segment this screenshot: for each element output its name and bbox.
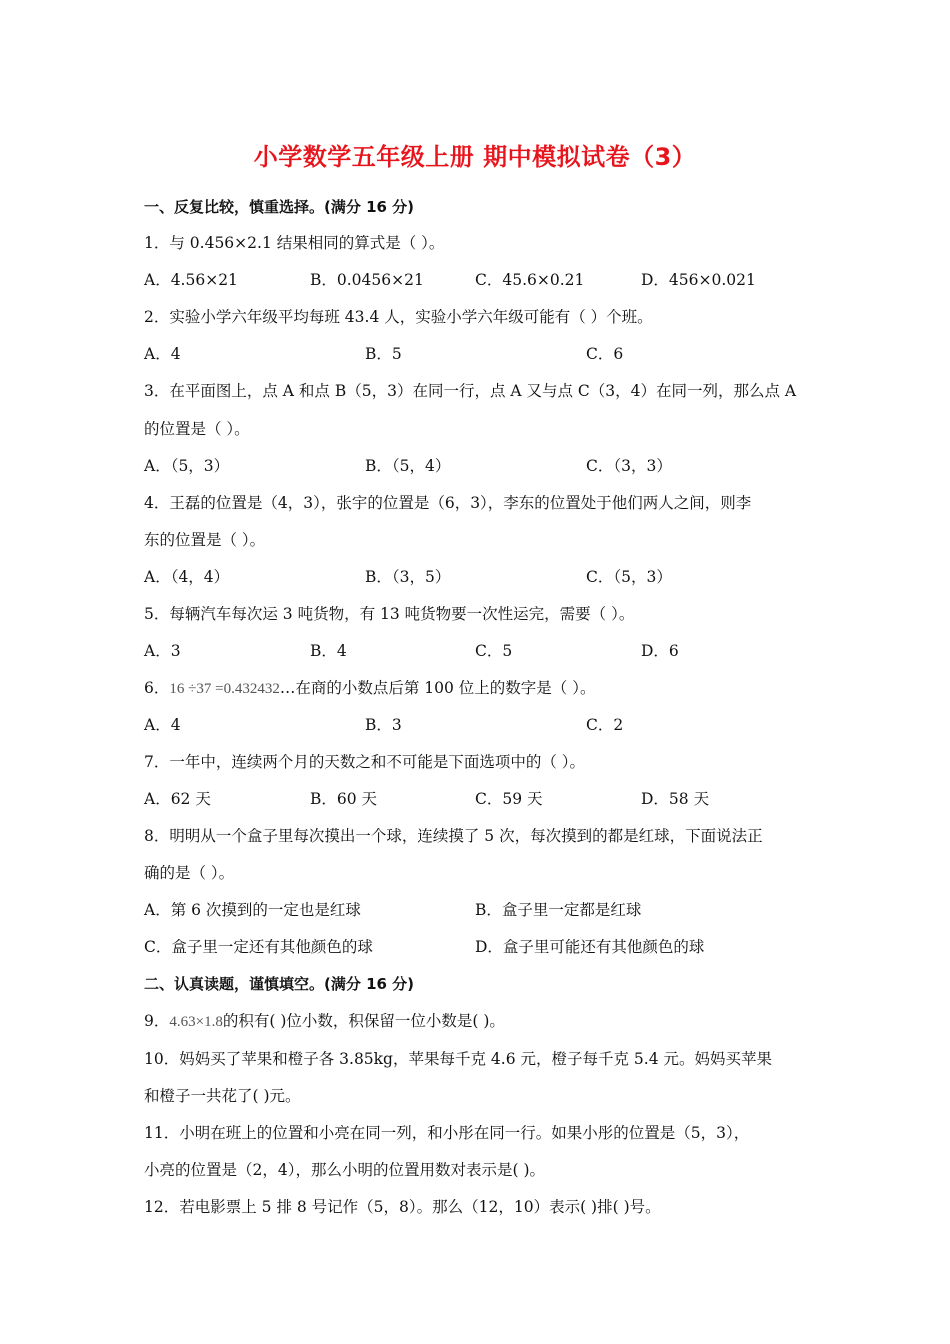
question-12: 12．若电影票上 5 排 8 号记作（5，8）。那么（12，10）表示( )排( )号。 xyxy=(144,1198,661,1216)
q7-option-d: D．58 天 xyxy=(641,790,710,808)
q9-text: 的积有( )位小数，积保留一位小数是( )。 xyxy=(222,1012,505,1030)
question-7: 7．一年中，连续两个月的天数之和不可能是下面选项中的（ ）。 xyxy=(144,753,586,771)
q6-option-b: B．3 xyxy=(365,716,402,734)
question-10-line-2: 和橙子一共花了( )元。 xyxy=(144,1087,301,1105)
q4-option-b: B．（3，5） xyxy=(365,568,451,586)
q7-option-a: A．62 天 xyxy=(144,790,211,808)
question-11-line-1: 11．小明在班上的位置和小亮在同一列，和小彤在同一行。如果小彤的位置是（5，3）， xyxy=(144,1124,750,1142)
question-5: 5．每辆汽车每次运 3 吨货物，有 13 吨货物要一次性运完，需要（ ）。 xyxy=(144,605,635,623)
q8-option-a: A．第 6 次摸到的一定也是红球 xyxy=(144,901,361,919)
question-3-line-2: 的位置是（ ）。 xyxy=(144,420,250,438)
question-8-line-2: 确的是（ ）。 xyxy=(144,864,235,882)
question-4-line-1: 4．王磊的位置是（4，3），张宇的位置是（6，3），李东的位置处于他们两人之间，则李 xyxy=(144,494,752,512)
q6-option-a: A．4 xyxy=(144,716,181,734)
question-9 xyxy=(144,1010,505,1033)
question-1: 1．与 0.456×2.1 结果相同的算式是（ ）。 xyxy=(144,234,445,252)
q7-option-c: C．59 天 xyxy=(475,790,543,808)
q2-option-a: A．4 xyxy=(144,345,181,363)
q8-option-d: D．盒子里可能还有其他颜色的球 xyxy=(475,938,705,956)
q4-option-c: C．（5，3） xyxy=(586,568,672,586)
q1-option-a: A．4.56×21 xyxy=(144,271,238,289)
q5-option-a: A．3 xyxy=(144,642,181,660)
question-10-line-1: 10．妈妈买了苹果和橙子各 3.85kg，苹果每千克 4.6 元，橙子每千克 5.4 元。妈妈买苹果 xyxy=(144,1050,772,1068)
q8-option-b: B．盒子里一定都是红球 xyxy=(475,901,642,919)
q4-option-a: A．（4，4） xyxy=(144,568,230,586)
question-8-line-1: 8．明明从一个盒子里每次摸出一个球，连续摸了 5 次，每次摸到的都是红球，下面说法正 xyxy=(144,827,763,845)
q9-number: 9． xyxy=(144,1012,170,1030)
section-2-heading: 二、认真读题，谨慎填空。(满分 16 分) xyxy=(144,975,415,993)
exam-title: 小学数学五年级上册 期中模拟试卷（3） xyxy=(253,143,697,171)
q6-formula: 16 ÷37 =0.432432 xyxy=(169,681,280,697)
q3-option-b: B．（5，4） xyxy=(365,457,451,475)
q5-option-d: D．6 xyxy=(641,642,679,660)
question-11-line-2: 小亮的位置是（2，4），那么小明的位置用数对表示是( )。 xyxy=(144,1161,545,1179)
q5-option-c: C．5 xyxy=(475,642,513,660)
q2-option-c: C．6 xyxy=(586,345,624,363)
question-3-line-1: 3．在平面图上，点 A 和点 B（5，3）在同一行，点 A 又与点 C（3，4）在同一列，那么点 A xyxy=(144,382,797,400)
q3-option-c: C．（3，3） xyxy=(586,457,672,475)
q8-option-c: C．盒子里一定还有其他颜色的球 xyxy=(144,938,373,956)
q6-text: …在商的小数点后第 100 位上的数字是（ ）。 xyxy=(279,679,596,697)
q3-option-a: A．（5，3） xyxy=(144,457,230,475)
q9-formula: 4.63×1.8 xyxy=(169,1014,223,1030)
q1-option-b: B．0.0456×21 xyxy=(310,271,424,289)
q1-option-c: C．45.6×0.21 xyxy=(475,271,585,289)
section-1-heading: 一、反复比较，慎重选择。(满分 16 分) xyxy=(144,198,415,216)
q5-option-b: B．4 xyxy=(310,642,347,660)
question-2: 2．实验小学六年级平均每班 43.4 人，实验小学六年级可能有（ ）个班。 xyxy=(144,308,653,326)
q6-number: 6． xyxy=(144,679,170,697)
q2-option-b: B．5 xyxy=(365,345,402,363)
question-6 xyxy=(144,677,595,700)
q1-option-d: D．456×0.021 xyxy=(641,271,756,289)
q7-option-b: B．60 天 xyxy=(310,790,378,808)
q6-option-c: C．2 xyxy=(586,716,624,734)
question-4-line-2: 东的位置是（ ）。 xyxy=(144,531,266,549)
